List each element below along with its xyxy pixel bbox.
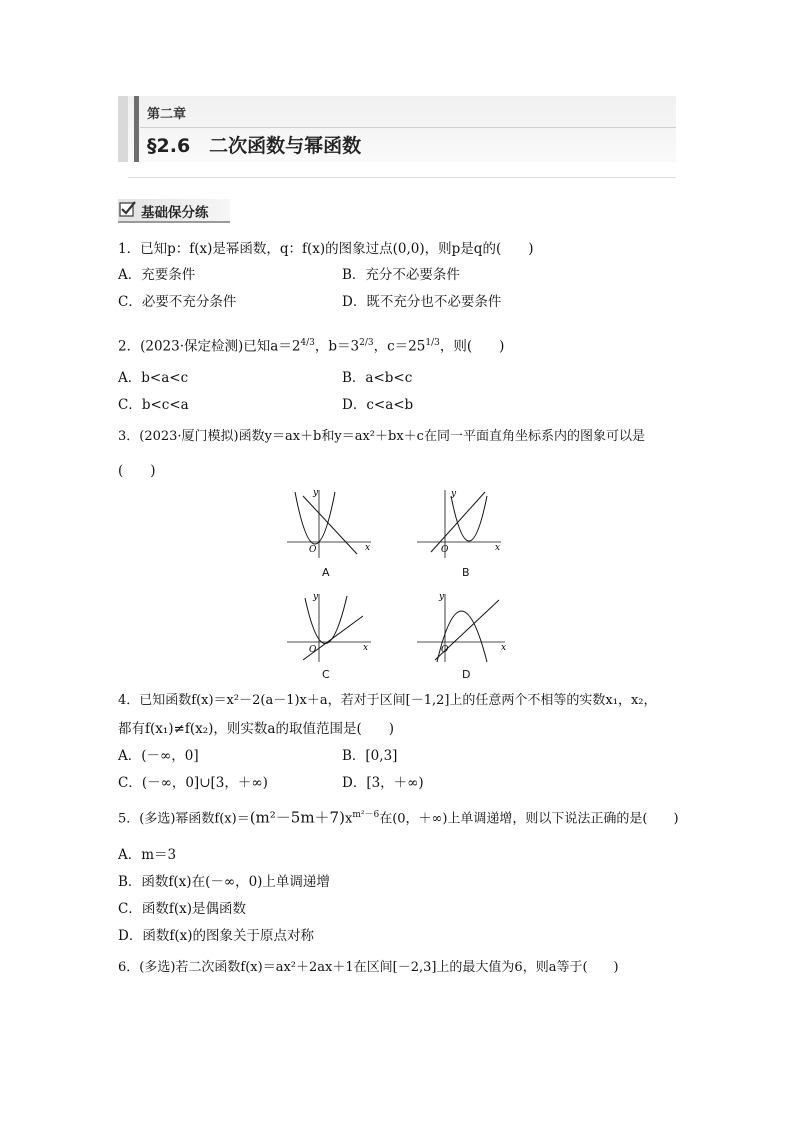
section-title: §2.6 二次函数与幂函数 xyxy=(147,135,362,157)
exercise-label: 基础保分练 xyxy=(141,205,209,221)
svg-text:O: O xyxy=(441,645,449,655)
svg-text:y: y xyxy=(313,488,319,498)
graph-d-label: D xyxy=(462,668,471,681)
question-5-power-exponent: m²－6 xyxy=(352,810,380,820)
exponent-a: 4/3 xyxy=(300,338,315,348)
exercise-label-underline xyxy=(118,221,230,223)
svg-text:x: x xyxy=(363,643,369,653)
question-5-prefix: 5．(多选)幂函数f(x)＝ xyxy=(118,811,250,827)
question-1-stem: 1．已知p：f(x)是幂函数，q：f(x)的图象过点(0,0)，则p是q的( ) xyxy=(118,241,534,257)
exponent-b: 2/3 xyxy=(359,338,374,348)
question-2-stem xyxy=(118,334,504,356)
chapter-label: 第二章 xyxy=(147,107,187,122)
svg-text:y: y xyxy=(439,592,445,602)
svg-text:O: O xyxy=(441,545,449,555)
question-5-power-base: x xyxy=(344,811,353,827)
graph-d xyxy=(415,590,510,665)
graph-c-label: C xyxy=(322,668,330,681)
question-4-option-a: A．(－∞，0] xyxy=(118,748,199,764)
svg-text:x: x xyxy=(501,643,507,653)
question-5-option-b: B．函数f(x)在(－∞，0)上单调递增 xyxy=(118,874,330,890)
question-2-option-a: A．b<a<c xyxy=(118,370,189,386)
exponent-c: 1/3 xyxy=(425,338,440,348)
question-4-stem-line2: 都有f(x₁)≠f(x₂)，则实数a的取值范围是( ) xyxy=(118,721,395,737)
question-2-tail: ，则( ) xyxy=(439,338,505,355)
question-2-option-b: B．a<b<c xyxy=(342,370,413,386)
value-c: ，c＝25 xyxy=(373,338,426,355)
question-5-option-a: A．m＝3 xyxy=(118,847,177,863)
graph-c xyxy=(285,590,375,665)
question-2-option-d: D．c<a<b xyxy=(342,397,414,413)
question-2-prefix: 2．(2023·保定检测)已知 xyxy=(118,338,271,355)
svg-text:y: y xyxy=(451,489,457,499)
question-5-option-c: C．函数f(x)是偶函数 xyxy=(118,901,246,917)
checkbox-icon xyxy=(119,200,137,222)
graph-b xyxy=(415,486,505,561)
question-5-tail: 在(0，＋∞)上单调递增，则以下说法正确的是( ) xyxy=(379,811,679,827)
question-3-answer-paren: ( ) xyxy=(118,463,156,479)
svg-text:O: O xyxy=(309,545,317,555)
question-4-option-b: B．[0,3] xyxy=(342,748,398,764)
question-4-option-d: D．[3，＋∞) xyxy=(342,775,424,791)
graph-b-label: B xyxy=(462,566,470,579)
question-4-stem-line1: 4．已知函数f(x)＝x²－2(a－1)x＋a，若对于区间[－1,2]上的任意两个不相等的实数x₁，x₂， xyxy=(118,693,657,708)
svg-text:O: O xyxy=(309,645,317,655)
graph-a xyxy=(285,486,375,561)
svg-text:x: x xyxy=(495,543,501,553)
graph-a-label: A xyxy=(322,566,330,579)
question-6-stem: 6．(多选)若二次函数f(x)＝ax²＋2ax＋1在区间[－2,3]上的最大值为6，则a等于( ) xyxy=(118,960,619,975)
header-accent-bar xyxy=(134,96,139,162)
question-5-option-d: D．函数f(x)的图象关于原点对称 xyxy=(118,928,314,944)
question-1-option-a: A．充要条件 xyxy=(118,267,196,283)
header-left-stripe xyxy=(118,96,128,162)
svg-text:y: y xyxy=(313,592,319,602)
header-divider xyxy=(140,127,676,128)
question-4-option-c: C．(－∞，0]∪[3，＋∞) xyxy=(118,775,268,791)
value-b: ，b＝3 xyxy=(314,338,360,355)
question-1-option-d: D．既不充分也不必要条件 xyxy=(342,294,502,310)
header-bottom-rule xyxy=(128,177,676,178)
svg-text:x: x xyxy=(365,543,371,553)
question-1-option-b: B．充分不必要条件 xyxy=(342,267,460,283)
value-a: a＝2 xyxy=(270,338,301,355)
question-2-option-c: C．b<c<a xyxy=(118,397,189,413)
question-3-stem: 3．(2023·厦门模拟)函数y＝ax＋b和y＝ax²＋bx＋c在同一平面直角坐标系内的图象可以是 xyxy=(118,429,645,444)
question-1-option-c: C．必要不充分条件 xyxy=(118,294,237,310)
question-5-coefficient: (m²－5m＋7) xyxy=(249,808,345,827)
question-5-stem xyxy=(118,806,679,828)
